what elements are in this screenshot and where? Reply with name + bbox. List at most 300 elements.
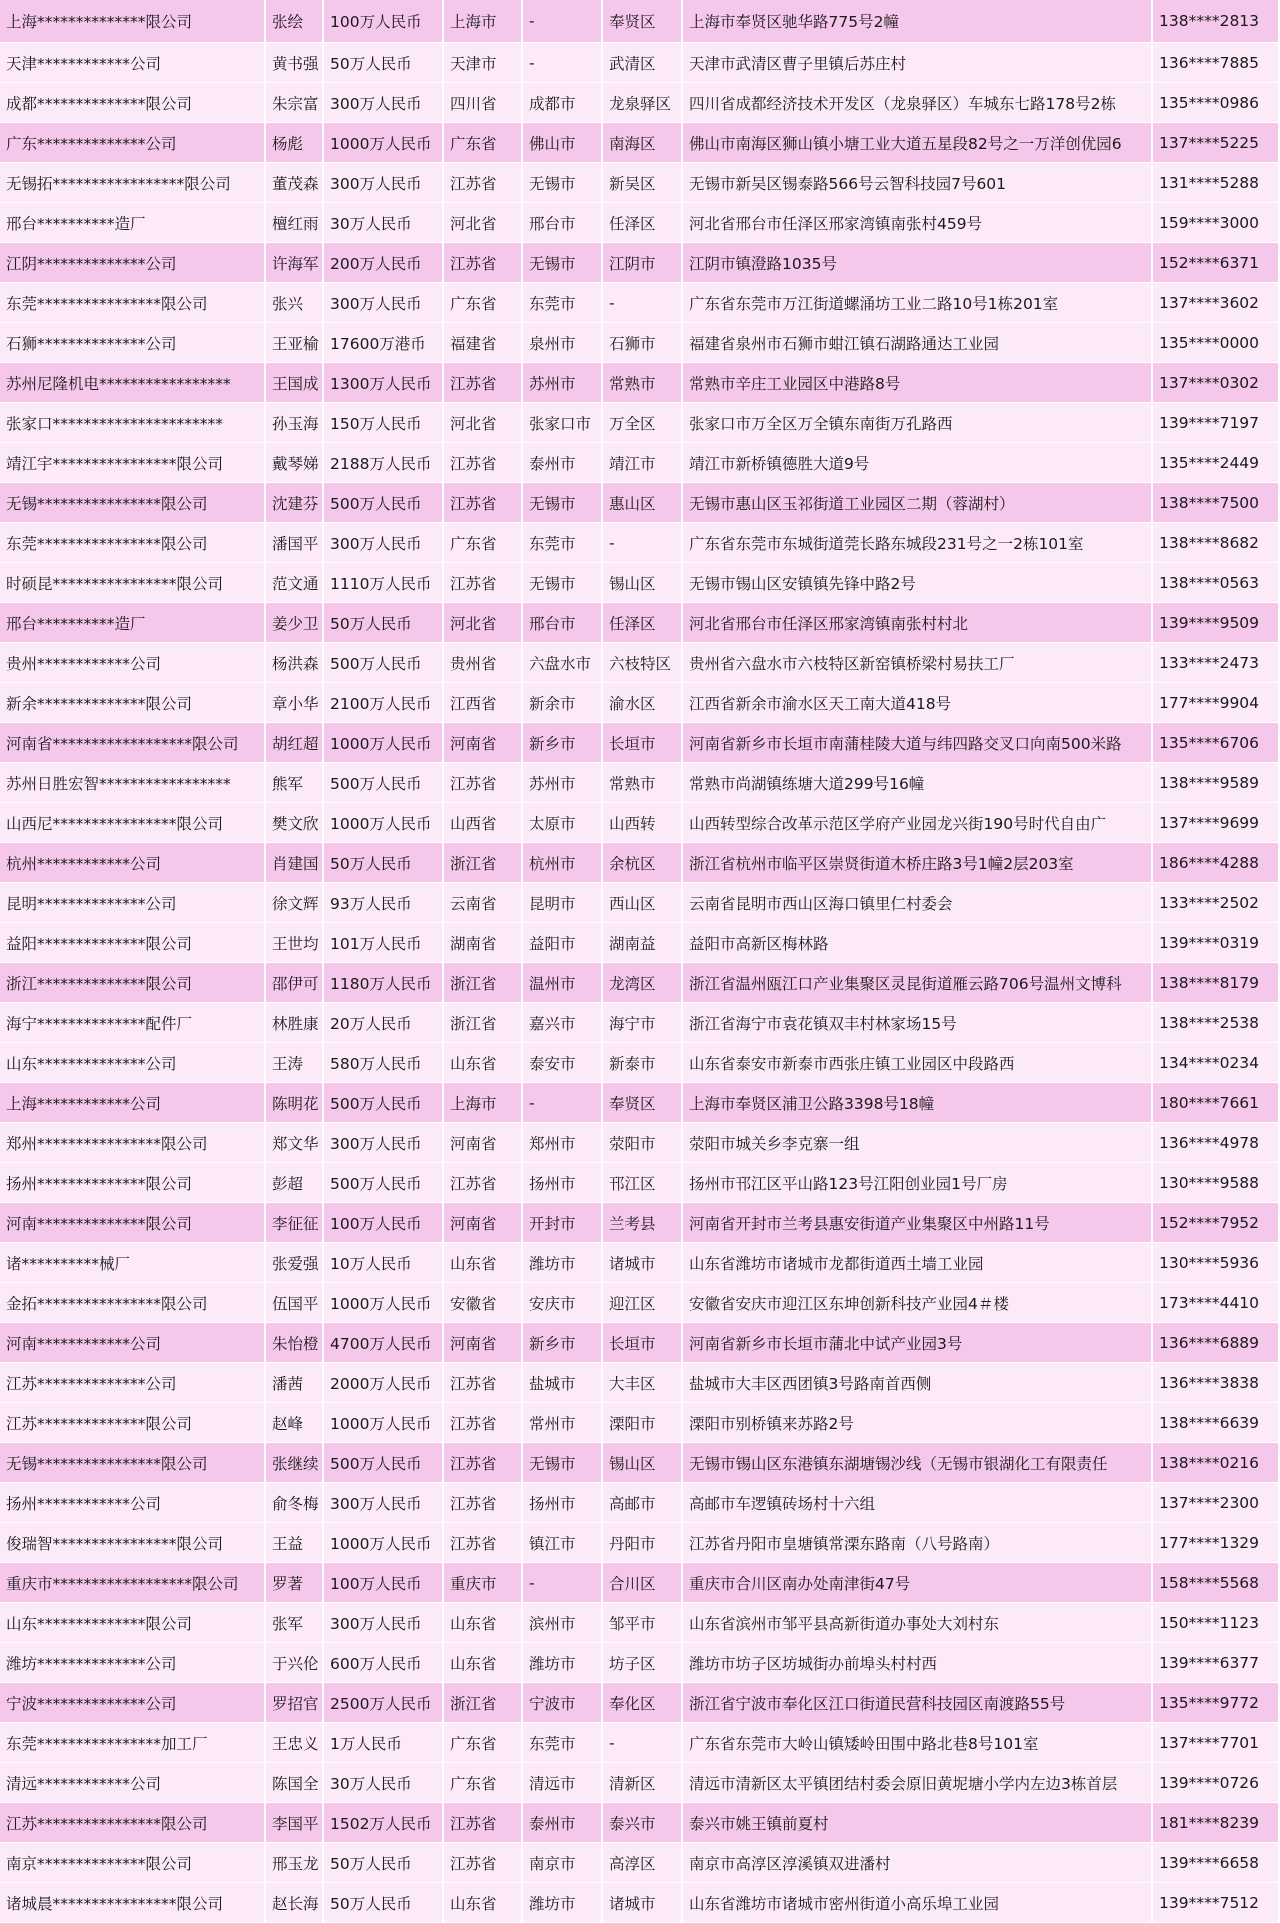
company-name-cell: 山东**************限公司	[0, 1603, 266, 1643]
contact-name-cell: 林胜康	[266, 1003, 324, 1043]
contact-name-cell: 潘国平	[266, 523, 324, 563]
company-name-cell: 俊瑞智****************限公司	[0, 1523, 266, 1563]
registered-capital-cell: 2100万人民币	[324, 683, 444, 723]
address-cell: 张家口市万全区万全镇东南街万孔路西	[683, 403, 1153, 443]
address-cell: 山东省潍坊市诸城市龙都街道西土墙工业园	[683, 1243, 1153, 1283]
table-row	[0, 1883, 1280, 1923]
company-name-cell: 江苏****************限公司	[0, 1803, 266, 1843]
city-cell: 无锡市	[523, 243, 603, 283]
company-name-cell: 上海**************限公司	[0, 0, 266, 43]
province-cell: 江苏省	[444, 1843, 523, 1883]
company-name-cell: 金拓****************限公司	[0, 1283, 266, 1323]
district-cell: 丹阳市	[603, 1523, 683, 1563]
address-cell: 扬州市邗江区平山路123号江阳创业园1号厂房	[683, 1163, 1153, 1203]
district-cell: 诸城市	[603, 1883, 683, 1923]
table-row	[0, 1163, 1280, 1203]
city-cell: 东莞市	[523, 523, 603, 563]
district-cell: 合川区	[603, 1563, 683, 1603]
table-row	[0, 963, 1280, 1003]
registered-capital-cell: 300万人民币	[324, 163, 444, 203]
contact-name-cell: 张继续	[266, 1443, 324, 1483]
city-cell: 扬州市	[523, 1483, 603, 1523]
address-cell: 荥阳市城关乡李克寨一组	[683, 1123, 1153, 1163]
address-cell: 潍坊市坊子区坊城街办前埠头村村西	[683, 1643, 1153, 1683]
contact-name-cell: 杨彪	[266, 123, 324, 163]
address-cell: 河南省开封市兰考县惠安街道产业集聚区中州路11号	[683, 1203, 1153, 1243]
registered-capital-cell: 500万人民币	[324, 483, 444, 523]
address-cell: 云南省昆明市西山区海口镇里仁村委会	[683, 883, 1153, 923]
district-cell: 迎江区	[603, 1283, 683, 1323]
phone-cell: 186****4288	[1153, 843, 1280, 883]
address-cell: 四川省成都经济技术开发区（龙泉驿区）车城东七路178号2栋	[683, 83, 1153, 123]
address-cell: 广东省东莞市万江街道螺涌坊工业二路10号1栋201室	[683, 283, 1153, 323]
province-cell: 广东省	[444, 1763, 523, 1803]
district-cell: 江阴市	[603, 243, 683, 283]
registered-capital-cell: 300万人民币	[324, 1603, 444, 1643]
province-cell: 天津市	[444, 43, 523, 83]
district-cell: 南海区	[603, 123, 683, 163]
address-cell: 广东省东莞市东城街道莞长路东城段231号之一2栋101室	[683, 523, 1153, 563]
phone-cell: 135****9772	[1153, 1683, 1280, 1723]
registered-capital-cell: 4700万人民币	[324, 1323, 444, 1363]
registered-capital-cell: 200万人民币	[324, 243, 444, 283]
contact-name-cell: 范文通	[266, 563, 324, 603]
phone-cell: 138****2813	[1153, 0, 1280, 43]
province-cell: 江苏省	[444, 1363, 523, 1403]
registered-capital-cell: 1180万人民币	[324, 963, 444, 1003]
province-cell: 江苏省	[444, 483, 523, 523]
table-row	[0, 363, 1280, 403]
company-name-cell: 河南************公司	[0, 1323, 266, 1363]
address-cell: 浙江省温州瓯江口产业集聚区灵昆街道雁云路706号温州文博科	[683, 963, 1153, 1003]
address-cell: 常熟市辛庄工业园区中港路8号	[683, 363, 1153, 403]
address-cell: 江阴市镇澄路1035号	[683, 243, 1153, 283]
contact-name-cell: 彭超	[266, 1163, 324, 1203]
phone-cell: 136****6889	[1153, 1323, 1280, 1363]
province-cell: 河南省	[444, 723, 523, 763]
city-cell: 盐城市	[523, 1363, 603, 1403]
city-cell: 泰安市	[523, 1043, 603, 1083]
registered-capital-cell: 500万人民币	[324, 1083, 444, 1123]
province-cell: 江西省	[444, 683, 523, 723]
table-row	[0, 643, 1280, 683]
registered-capital-cell: 93万人民币	[324, 883, 444, 923]
company-name-cell: 东莞****************限公司	[0, 523, 266, 563]
table-row	[0, 0, 1280, 43]
company-name-cell: 张家口**********************	[0, 403, 266, 443]
company-name-cell: 江苏**************限公司	[0, 1403, 266, 1443]
address-cell: 山西转型综合改革示范区学府产业园龙兴街190号时代自由广	[683, 803, 1153, 843]
district-cell: 常熟市	[603, 363, 683, 403]
phone-cell: 139****9509	[1153, 603, 1280, 643]
contact-name-cell: 张绘	[266, 0, 324, 43]
contact-name-cell: 陈明花	[266, 1083, 324, 1123]
province-cell: 安徽省	[444, 1283, 523, 1323]
company-name-cell: 浙江**************限公司	[0, 963, 266, 1003]
company-name-cell: 天津************公司	[0, 43, 266, 83]
phone-cell: 139****0726	[1153, 1763, 1280, 1803]
registered-capital-cell: 300万人民币	[324, 1483, 444, 1523]
company-name-cell: 邢台**********造厂	[0, 603, 266, 643]
city-cell: 太原市	[523, 803, 603, 843]
city-cell: 泰州市	[523, 1803, 603, 1843]
contact-name-cell: 檀红雨	[266, 203, 324, 243]
city-cell: 新余市	[523, 683, 603, 723]
district-cell: 高邮市	[603, 1483, 683, 1523]
province-cell: 河北省	[444, 203, 523, 243]
registered-capital-cell: 50万人民币	[324, 843, 444, 883]
phone-cell: 130****5936	[1153, 1243, 1280, 1283]
city-cell: 无锡市	[523, 1443, 603, 1483]
district-cell: -	[603, 1723, 683, 1763]
district-cell: 海宁市	[603, 1003, 683, 1043]
address-cell: 高邮市车逻镇砖场村十六组	[683, 1483, 1153, 1523]
company-name-cell: 无锡****************限公司	[0, 483, 266, 523]
contact-name-cell: 肖建国	[266, 843, 324, 883]
city-cell: 新乡市	[523, 723, 603, 763]
table-row	[0, 1803, 1280, 1843]
company-name-cell: 扬州************公司	[0, 1483, 266, 1523]
company-name-cell: 昆明**************公司	[0, 883, 266, 923]
registered-capital-cell: 50万人民币	[324, 603, 444, 643]
company-name-cell: 诸城晨****************限公司	[0, 1883, 266, 1923]
district-cell: 靖江市	[603, 443, 683, 483]
province-cell: 河北省	[444, 403, 523, 443]
district-cell: 惠山区	[603, 483, 683, 523]
phone-cell: 137****7701	[1153, 1723, 1280, 1763]
phone-cell: 177****9904	[1153, 683, 1280, 723]
contact-name-cell: 李征征	[266, 1203, 324, 1243]
phone-cell: 139****6377	[1153, 1643, 1280, 1683]
table-row	[0, 1643, 1280, 1683]
phone-cell: 152****7952	[1153, 1203, 1280, 1243]
company-name-cell: 上海************公司	[0, 1083, 266, 1123]
province-cell: 浙江省	[444, 963, 523, 1003]
contact-name-cell: 孙玉海	[266, 403, 324, 443]
province-cell: 江苏省	[444, 1163, 523, 1203]
city-cell: 滨州市	[523, 1603, 603, 1643]
contact-name-cell: 王益	[266, 1523, 324, 1563]
city-cell: 无锡市	[523, 483, 603, 523]
province-cell: 上海市	[444, 0, 523, 43]
contact-name-cell: 章小华	[266, 683, 324, 723]
address-cell: 益阳市高新区梅林路	[683, 923, 1153, 963]
phone-cell: 159****3000	[1153, 203, 1280, 243]
province-cell: 山东省	[444, 1883, 523, 1923]
contact-name-cell: 罗著	[266, 1563, 324, 1603]
contact-name-cell: 俞冬梅	[266, 1483, 324, 1523]
address-cell: 山东省潍坊市诸城市密州街道小高乐埠工业园	[683, 1883, 1153, 1923]
phone-cell: 131****5288	[1153, 163, 1280, 203]
district-cell: 奉贤区	[603, 0, 683, 43]
registered-capital-cell: 50万人民币	[324, 1883, 444, 1923]
table-row	[0, 1603, 1280, 1643]
city-cell: 苏州市	[523, 763, 603, 803]
company-name-cell: 河南**************限公司	[0, 1203, 266, 1243]
province-cell: 江苏省	[444, 243, 523, 283]
contact-name-cell: 赵峰	[266, 1403, 324, 1443]
province-cell: 山西省	[444, 803, 523, 843]
city-cell: 郑州市	[523, 1123, 603, 1163]
registered-capital-cell: 20万人民币	[324, 1003, 444, 1043]
table-row	[0, 843, 1280, 883]
table-row	[0, 883, 1280, 923]
province-cell: 山东省	[444, 1243, 523, 1283]
city-cell: -	[523, 1563, 603, 1603]
phone-cell: 152****6371	[1153, 243, 1280, 283]
table-row	[0, 603, 1280, 643]
address-cell: 常熟市尚湖镇练塘大道299号16幢	[683, 763, 1153, 803]
company-name-cell: 贵州************公司	[0, 643, 266, 683]
phone-cell: 139****7197	[1153, 403, 1280, 443]
address-cell: 靖江市新桥镇德胜大道9号	[683, 443, 1153, 483]
city-cell: 常州市	[523, 1403, 603, 1443]
contact-name-cell: 王亚榆	[266, 323, 324, 363]
phone-cell: 177****1329	[1153, 1523, 1280, 1563]
city-cell: 佛山市	[523, 123, 603, 163]
table-row	[0, 1243, 1280, 1283]
phone-cell: 180****7661	[1153, 1083, 1280, 1123]
table-row	[0, 83, 1280, 123]
contact-name-cell: 潘茜	[266, 1363, 324, 1403]
district-cell: -	[603, 523, 683, 563]
phone-cell: 137****3602	[1153, 283, 1280, 323]
address-cell: 河南省新乡市长垣市南蒲桂陵大道与纬四路交叉口向南500米路	[683, 723, 1153, 763]
contact-name-cell: 熊军	[266, 763, 324, 803]
registered-capital-cell: 2188万人民币	[324, 443, 444, 483]
city-cell: 潍坊市	[523, 1243, 603, 1283]
city-cell: 无锡市	[523, 163, 603, 203]
city-cell: 东莞市	[523, 283, 603, 323]
province-cell: 浙江省	[444, 1683, 523, 1723]
table-row	[0, 1203, 1280, 1243]
address-cell: 贵州省六盘水市六枝特区新窑镇桥梁村易扶工厂	[683, 643, 1153, 683]
province-cell: 江苏省	[444, 1403, 523, 1443]
company-name-cell: 无锡拓*****************限公司	[0, 163, 266, 203]
address-cell: 山东省滨州市邹平县高新街道办事处大刘村东	[683, 1603, 1153, 1643]
address-cell: 江苏省丹阳市皇塘镇常溧东路南（八号路南）	[683, 1523, 1153, 1563]
province-cell: 江苏省	[444, 1443, 523, 1483]
registered-capital-cell: 30万人民币	[324, 1763, 444, 1803]
registered-capital-cell: 100万人民币	[324, 1563, 444, 1603]
company-name-cell: 靖江宇****************限公司	[0, 443, 266, 483]
phone-cell: 150****1123	[1153, 1603, 1280, 1643]
province-cell: 江苏省	[444, 763, 523, 803]
province-cell: 河南省	[444, 1203, 523, 1243]
phone-cell: 137****5225	[1153, 123, 1280, 163]
phone-cell: 138****2538	[1153, 1003, 1280, 1043]
table-row	[0, 1003, 1280, 1043]
registered-capital-cell: 300万人民币	[324, 1123, 444, 1163]
address-cell: 无锡市锡山区东港镇东湖塘锡沙线（无锡市银湖化工有限责任	[683, 1443, 1153, 1483]
contact-name-cell: 陈国全	[266, 1763, 324, 1803]
address-cell: 无锡市新吴区锡泰路566号云智科技园7号601	[683, 163, 1153, 203]
address-cell: 山东省泰安市新泰市西张庄镇工业园区中段路西	[683, 1043, 1153, 1083]
city-cell: 新乡市	[523, 1323, 603, 1363]
province-cell: 广东省	[444, 523, 523, 563]
contact-name-cell: 朱宗富	[266, 83, 324, 123]
address-cell: 广东省东莞市大岭山镇矮岭田围中路北巷8号101室	[683, 1723, 1153, 1763]
address-cell: 天津市武清区曹子里镇后苏庄村	[683, 43, 1153, 83]
table-row	[0, 1403, 1280, 1443]
registered-capital-cell: 1110万人民币	[324, 563, 444, 603]
registered-capital-cell: 600万人民币	[324, 1643, 444, 1683]
phone-cell: 181****8239	[1153, 1803, 1280, 1843]
registered-capital-cell: 300万人民币	[324, 523, 444, 563]
province-cell: 山东省	[444, 1643, 523, 1683]
table-row	[0, 1323, 1280, 1363]
contact-name-cell: 王涛	[266, 1043, 324, 1083]
city-cell: 南京市	[523, 1843, 603, 1883]
province-cell: 贵州省	[444, 643, 523, 683]
contact-name-cell: 董茂森	[266, 163, 324, 203]
province-cell: 四川省	[444, 83, 523, 123]
company-name-cell: 苏州尼隆机电*****************	[0, 363, 266, 403]
company-name-cell: 江苏**************公司	[0, 1363, 266, 1403]
company-name-cell: 诸**********械厂	[0, 1243, 266, 1283]
table-row	[0, 1283, 1280, 1323]
table-row	[0, 1443, 1280, 1483]
district-cell: 西山区	[603, 883, 683, 923]
district-cell: 龙泉驿区	[603, 83, 683, 123]
table-row	[0, 523, 1280, 563]
company-name-cell: 海宁**************配件厂	[0, 1003, 266, 1043]
district-cell: 余杭区	[603, 843, 683, 883]
table-row	[0, 243, 1280, 283]
registered-capital-cell: 580万人民币	[324, 1043, 444, 1083]
district-cell: 任泽区	[603, 203, 683, 243]
registered-capital-cell: 300万人民币	[324, 283, 444, 323]
city-cell: 邢台市	[523, 203, 603, 243]
city-cell: 张家口市	[523, 403, 603, 443]
phone-cell: 133****2473	[1153, 643, 1280, 683]
registered-capital-cell: 1300万人民币	[324, 363, 444, 403]
province-cell: 江苏省	[444, 1483, 523, 1523]
address-cell: 盐城市大丰区西团镇3号路南首西侧	[683, 1363, 1153, 1403]
phone-cell: 136****7885	[1153, 43, 1280, 83]
phone-cell: 173****4410	[1153, 1283, 1280, 1323]
company-name-cell: 清远************公司	[0, 1763, 266, 1803]
company-name-cell: 广东**************公司	[0, 123, 266, 163]
phone-cell: 158****5568	[1153, 1563, 1280, 1603]
company-name-cell: 郑州****************限公司	[0, 1123, 266, 1163]
district-cell: -	[603, 283, 683, 323]
city-cell: -	[523, 43, 603, 83]
district-cell: 长垣市	[603, 1323, 683, 1363]
table-row	[0, 1363, 1280, 1403]
registered-capital-cell: 50万人民币	[324, 43, 444, 83]
phone-cell: 138****9589	[1153, 763, 1280, 803]
city-cell: 温州市	[523, 963, 603, 1003]
company-name-cell: 山东**************公司	[0, 1043, 266, 1083]
city-cell: -	[523, 0, 603, 43]
city-cell: 潍坊市	[523, 1883, 603, 1923]
city-cell: 邢台市	[523, 603, 603, 643]
phone-cell: 138****7500	[1153, 483, 1280, 523]
city-cell: 清远市	[523, 1763, 603, 1803]
district-cell: 长垣市	[603, 723, 683, 763]
city-cell: 潍坊市	[523, 1643, 603, 1683]
contact-name-cell: 王国成	[266, 363, 324, 403]
table-row	[0, 203, 1280, 243]
contact-name-cell: 罗招官	[266, 1683, 324, 1723]
contact-name-cell: 邢玉龙	[266, 1843, 324, 1883]
table-row	[0, 563, 1280, 603]
address-cell: 河南省新乡市长垣市蒲北中试产业园3号	[683, 1323, 1153, 1363]
city-cell: 六盘水市	[523, 643, 603, 683]
province-cell: 江苏省	[444, 1523, 523, 1563]
district-cell: 大丰区	[603, 1363, 683, 1403]
contact-name-cell: 李国平	[266, 1803, 324, 1843]
phone-cell: 136****3838	[1153, 1363, 1280, 1403]
table-row	[0, 1563, 1280, 1603]
district-cell: 泰兴市	[603, 1803, 683, 1843]
table-row	[0, 803, 1280, 843]
company-name-cell: 成都**************限公司	[0, 83, 266, 123]
registered-capital-cell: 2500万人民币	[324, 1683, 444, 1723]
province-cell: 江苏省	[444, 363, 523, 403]
province-cell: 重庆市	[444, 1563, 523, 1603]
registered-capital-cell: 30万人民币	[324, 203, 444, 243]
address-cell: 泰兴市姚王镇前夏村	[683, 1803, 1153, 1843]
phone-cell: 133****2502	[1153, 883, 1280, 923]
province-cell: 广东省	[444, 1723, 523, 1763]
company-name-cell: 时硕昆****************限公司	[0, 563, 266, 603]
city-cell: 泰州市	[523, 443, 603, 483]
phone-cell: 134****0234	[1153, 1043, 1280, 1083]
registered-capital-cell: 150万人民币	[324, 403, 444, 443]
city-cell: 开封市	[523, 1203, 603, 1243]
company-name-cell: 益阳**************限公司	[0, 923, 266, 963]
contact-name-cell: 许海军	[266, 243, 324, 283]
contact-name-cell: 徐文辉	[266, 883, 324, 923]
registered-capital-cell: 1000万人民币	[324, 1523, 444, 1563]
registered-capital-cell: 50万人民币	[324, 1843, 444, 1883]
registered-capital-cell: 300万人民币	[324, 83, 444, 123]
province-cell: 云南省	[444, 883, 523, 923]
province-cell: 广东省	[444, 123, 523, 163]
registered-capital-cell: 500万人民币	[324, 1163, 444, 1203]
district-cell: 渝水区	[603, 683, 683, 723]
address-cell: 重庆市合川区南办处南津街47号	[683, 1563, 1153, 1603]
province-cell: 江苏省	[444, 163, 523, 203]
registered-capital-cell: 100万人民币	[324, 1203, 444, 1243]
registered-capital-cell: 1000万人民币	[324, 123, 444, 163]
city-cell: 成都市	[523, 83, 603, 123]
phone-cell: 139****7512	[1153, 1883, 1280, 1923]
contact-name-cell: 王忠义	[266, 1723, 324, 1763]
registered-capital-cell: 10万人民币	[324, 1243, 444, 1283]
city-cell: 无锡市	[523, 563, 603, 603]
registered-capital-cell: 101万人民币	[324, 923, 444, 963]
company-name-cell: 南京**************限公司	[0, 1843, 266, 1883]
address-cell: 南京市高淳区淳溪镇双进潘村	[683, 1843, 1153, 1883]
table-row	[0, 123, 1280, 163]
district-cell: 荥阳市	[603, 1123, 683, 1163]
contact-name-cell: 赵长海	[266, 1883, 324, 1923]
district-cell: 诸城市	[603, 1243, 683, 1283]
company-name-cell: 杭州************公司	[0, 843, 266, 883]
district-cell: 坊子区	[603, 1643, 683, 1683]
company-name-cell: 山西尼****************限公司	[0, 803, 266, 843]
address-cell: 福建省泉州市石狮市蚶江镇石湖路通达工业园	[683, 323, 1153, 363]
district-cell: 常熟市	[603, 763, 683, 803]
contact-name-cell: 张爱强	[266, 1243, 324, 1283]
district-cell: 锡山区	[603, 1443, 683, 1483]
city-cell: 安庆市	[523, 1283, 603, 1323]
company-name-cell: 潍坊**************公司	[0, 1643, 266, 1683]
district-cell: 任泽区	[603, 603, 683, 643]
